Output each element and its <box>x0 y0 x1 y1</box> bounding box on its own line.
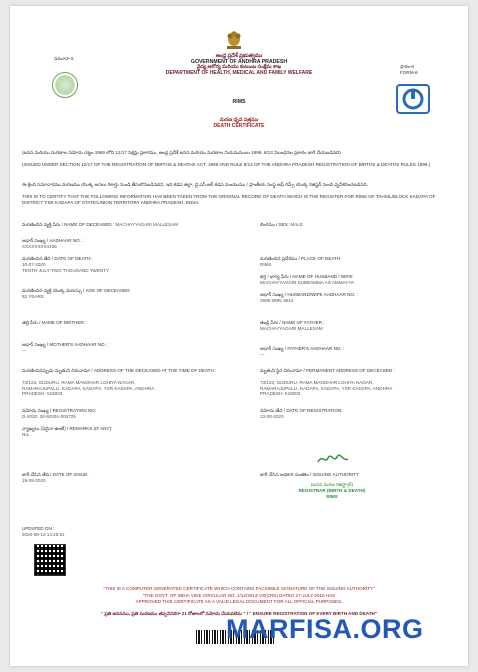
mother-aadhaar-label: ఆధార్ సంఖ్య / MOTHER'S AADHAAR NO. : <box>22 342 109 347</box>
site-watermark: MARFISA.ORG <box>226 614 424 644</box>
aadhaar-value: XXXXXXXX4106 <box>22 244 57 249</box>
date-of-issue-value: 19-08-2020 <box>22 478 46 483</box>
form-number-te: నమూనా 5 <box>54 56 74 61</box>
state-name-en: GOVERNMENT OF ANDHRA PRADESH <box>190 58 288 65</box>
permanent-address-label: మృతుని స్థిర చిరునామా / PERMANENT ADDRESS OF DECEASED : <box>260 368 395 373</box>
registration-number-value: D-2020: 28-90201-000725 <box>22 414 76 419</box>
registrar-te: (జనన మరణ రిజిస్ట్రార్) <box>310 482 354 487</box>
registration-date-label: నమోదు తేది / DATE OF REGISTRATION: <box>260 408 343 413</box>
place-of-death-value: RIMS <box>260 262 272 267</box>
department-name-te: వైద్య,ఆరోగ్య మరియు కుటుంబ సంక్షేమ శాఖ <box>196 64 282 71</box>
spouse-aadhaar-label: ఆధార్ సంఖ్య / HUSBAND/WIFE AADHAAR NO. : <box>260 292 358 297</box>
registrar-en: REGISTRAR (BIRTH & DEATH) <box>298 488 366 493</box>
deceased-name-row <box>22 222 178 228</box>
deceased-name-value: MACHAYYAGARI MALLESAM <box>115 222 179 227</box>
aadhaar-label: ఆధార్ సంఖ్య / AADHAAR NO. : <box>22 238 84 243</box>
certify-text-te: ఈ క్రింది సమాచారము మరణము యొక్క అసలు రికార్డు నుండి తీసుకొనబడినదని, ఇది కడప జిల్లా, వై.ఎస్.ఆర్ కడప మండలము / ప్రాంతీయ సంస్థ ఆఫ్ రిమ్స్ యొక్క రిజిష్టర్ నుండి ధృవీకరించబడినది. <box>22 182 369 187</box>
certificate-title-en: DEATH CERTIFICATE <box>213 123 265 129</box>
national-emblem-icon <box>224 30 244 52</box>
sex-value: MALE <box>290 222 303 227</box>
remarks-value: NIL <box>22 432 30 437</box>
date-of-death-label: మరణించిన తేది / DATE OF DEATH: <box>22 256 92 261</box>
footer-line-3: APPROVED THIS CERTIFICATE AS A VALID LEGAL DOCUMENT FOR ALL OFFICIAL PURPOSES. <box>135 599 343 604</box>
state-name-te: ఆంధ్ర ప్రదేశ్ ప్రభుత్వము <box>215 53 263 59</box>
father-aadhaar-value: — <box>260 352 265 357</box>
date-of-death-value: 10-07-2020 <box>22 262 46 267</box>
spouse-aadhaar-value: 2595 5885 3844 <box>260 298 294 303</box>
age-value: 52 YEARS <box>22 294 44 299</box>
remarks-label: వ్యాఖ్యలు (ఏదైనా ఉంటే) / REMARKS (IF ANY): <box>22 426 113 431</box>
updated-on-value: 2020-08-13 14:45:51 <box>22 532 65 537</box>
issuing-authority-label: జారీ చేసిన అధికారి సంతకం / ISSUING AUTHORITY <box>260 472 360 477</box>
spouse-name-value: MACHAYYAGARI SUBBAMMA AS AMMAYYA <box>260 280 355 285</box>
date-of-issue-label: జారీ చేసిన తేది / DATE OF ISSUE: <box>22 472 89 477</box>
place-of-death-label: మరణించిన ప్రదేశము / PLACE OF DEATH: <box>260 256 342 261</box>
mother-name-label: తల్లి పేరు / NAME OF MOTHER: <box>22 320 86 325</box>
certify-text-en: THIS IS TO CERTIFY THAT THE FOLLOWING INFORMATION HAS BEEN TAKEN FROM THE ORIGINAL RECORD OF DEATH WHICH IS THE REGISTER FOR RIMS OF TAHSIL/BLOCK KADAPA OF DISTRICT YSR KADAPA OF STATE/UNION TERRITORY ANDHRA PRADESH, INDIA. <box>22 194 436 205</box>
spouse-name-label: భర్త / భార్య పేరు / NAME OF HUSBAND / WIFE: <box>260 274 354 279</box>
issued-under-en: (ISSUED UNDER SECTION 12/17 OF THE REGISTRATION OF BIRTHS & DEATHS ACT, 1969 AND RULE 8/13 OF THE ANDHRA PRADESH REGISTRATION OF BIRTHS & DEATHS RULES 1999.) <box>22 162 431 167</box>
registration-number-label: నమోదు సంఖ్య / REGISTRATION NO: <box>22 408 97 413</box>
footer-line-1: "THIS IS A COMPUTER GENERATED CERTIFICATE WHICH CONTAINS FACSIMILE SIGNATURE OF THE ISSUING AUTHORITY" <box>103 586 375 591</box>
father-aadhaar-label: ఆధార్ సంఖ్య / FATHER'S AADHAAR NO. : <box>260 346 345 351</box>
father-name-label: తండ్రి పేరు / NAME OF FATHER : <box>260 320 325 325</box>
institution-name: RIMS <box>232 99 246 105</box>
father-name-value: MACHAYYAGARI MALLESAM <box>260 326 323 331</box>
date-of-death-words: TENTH-JULY-TWO THOUSAND TWENTY <box>22 268 110 273</box>
updated-on-label: UPDATED ON : <box>22 526 55 531</box>
department-name-en: DEPARTMENT OF HEALTH, MEDICAL AND FAMILY WELFARE <box>165 69 313 76</box>
crs-logo-icon <box>396 84 430 114</box>
registrar-signature-icon <box>316 452 350 466</box>
issued-under-te: (జనన మరియు మరణాల నమోదు చట్టం 1969 లోని 12/17 సెక్షన్లు ప్రకారము, ఆంధ్ర ప్రదేశ్ జనన మరియు మరణాల నియమములు 1999, 8/13 నిబంధనల ప్రకారం జారీ చేయబడినది) <box>22 150 341 155</box>
registrar-place: RIMS <box>326 494 338 499</box>
registration-date-value: 13-08-2020 <box>260 414 284 419</box>
form-number-right-te: ఫారం-6 <box>400 64 414 69</box>
permanent-address-value: 73/123, GUDURU, RAMA MANOHAR LOHIYA NAGAR, RAMARAJUPALLI, KADAPA, KADAPA, YSR KADAPA, ANDHRA PRADESH- 516003 <box>260 380 393 397</box>
footer-slogan: " ప్రతి జననము, ప్రతి మరణము తప్పనిసరిగా 21 రోజులలో నమోదు చేయవలెను " / " ENSURE REGISTRATION OF EVERY BIRTH AND DEATH" <box>100 611 378 616</box>
sex-row <box>260 222 303 228</box>
address-at-death-value: 73/123, GUDURU, RAMA MANOHAR LOHIYA NAGAR, RAMARAJUPALLI, KADAPA, KADAPA, YSR KADAPA, ANDHRA PRADESH- 516003 <box>22 380 155 397</box>
certificate-page <box>10 6 468 666</box>
footer-line-2: "THE GOVT. OF INDIA VIDE CIRCULAR NO. 1/12/2014-VS(CRS) DATED 27-JULY-2015 HAS <box>142 593 336 598</box>
certificate-title-te: మరణ ధృవ పత్రము <box>219 117 259 123</box>
qr-code-icon[interactable] <box>34 544 66 576</box>
deceased-name-label: మరణించిన వ్యక్తి పేరు / NAME OF DECEASED : <box>22 222 115 227</box>
address-at-death-label: మరణించినప్పుడు మృతుని చిరునామా / ADDRESS OF THE DECEASED AT THE TIME OF DEATH : <box>22 368 217 373</box>
mother-aadhaar-value: — <box>22 348 27 353</box>
form-number-right-en: FORM-6 <box>400 70 418 75</box>
sex-label: లింగము / SEX: <box>260 222 290 227</box>
age-label: మరణించిన వ్యక్తి యొక్క వయస్సు / AGE OF DECEASED: <box>22 288 131 293</box>
